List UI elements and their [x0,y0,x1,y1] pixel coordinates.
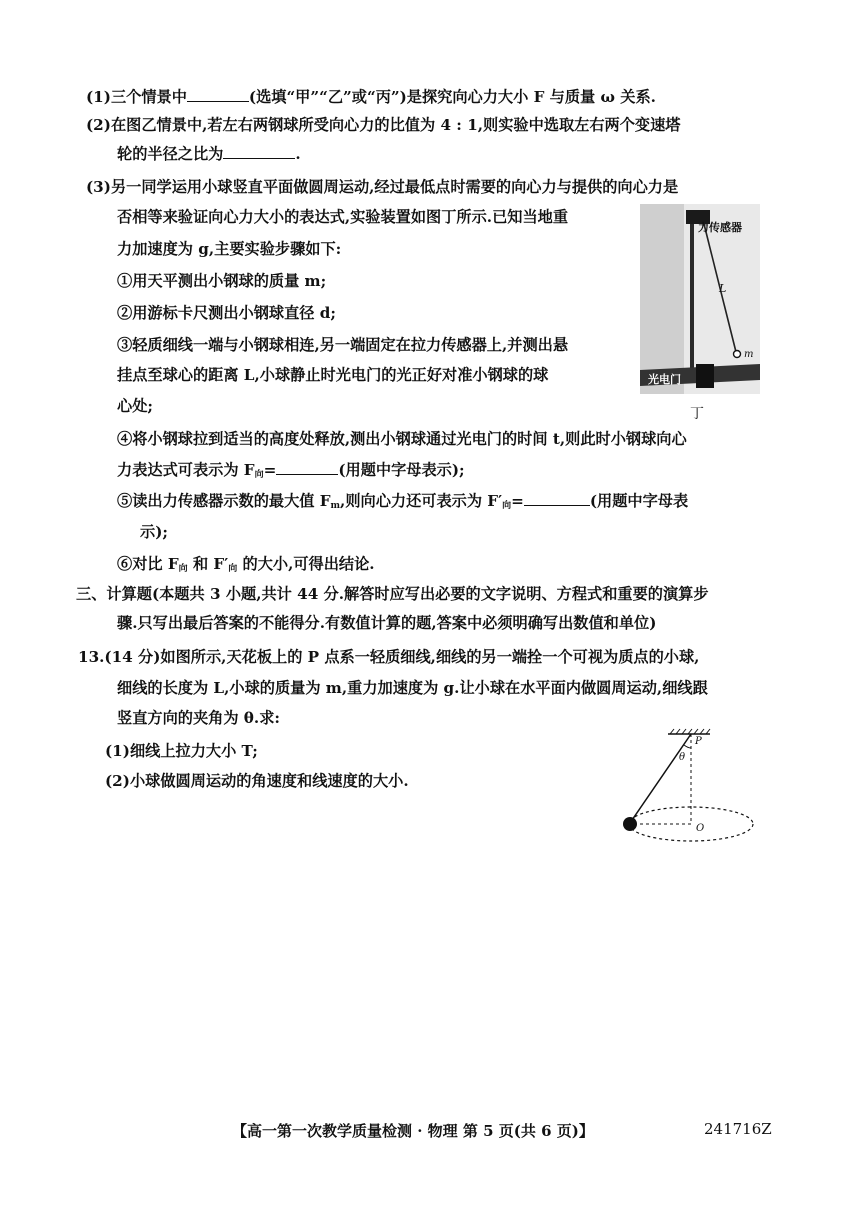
step-6 [117,553,375,580]
question-13-part-2: (2)小球做圆周运动的角速度和线速度的大小. [105,772,409,790]
question-2-end: . [295,145,301,163]
step-5-hint: (用题中字母表 [589,492,689,510]
steel-ball [734,351,741,358]
page-footer-title: 【高一第一次教学质量检测 · 物理 第 5 页(共 6 页)】 [232,1122,594,1140]
subscript-xiang: 向 [228,564,238,574]
step-5-line-a [117,490,688,517]
step-6-text-3: 的大小,可得出结论. [237,555,375,573]
question-13-part-1: (1)细线上拉力大小 T; [105,742,258,760]
figure-conical-pendulum [612,728,782,850]
answer-blank-3 [276,460,338,475]
subscript-xiang: 向 [178,564,188,574]
length-label: L [719,282,727,295]
question-13-line-a: 13.(14 分)如图所示,天花板上的 P 点系一轻质细线,细线的另一端拴一个可视为质点的小球, [78,648,700,666]
question-2-line-a: (2)在图乙情景中,若左右两钢球所受向心力的比值为 4 : 1,则实验中选取左右两个变速塔 [86,116,681,134]
step-5-text-2: ,则向心力还可表示为 F′ [340,492,503,510]
step-4-line-b [117,459,465,486]
mass-label: m [744,349,754,360]
angle-arc [684,745,691,748]
figure-ding-apparatus [640,204,760,436]
question-2-line-b [117,143,301,165]
ball [623,817,637,831]
photogate-device [696,364,714,388]
step-3-line-b: 挂点至球心的距离 L,小球静止时光电门的光正好对准小钢球的球 [117,366,549,384]
step-2: ②用游标卡尺测出小钢球直径 d; [117,304,336,322]
question-3-line-a: (3)另一同学运用小球竖直平面做圆周运动,经过最低点时需要的向心力与提供的向心力是 [86,178,679,196]
question-3-line-b: 否相等来验证向心力大小的表达式,实验装置如图丁所示.已知当地重 [117,208,569,226]
step-4-line-a: ④将小钢球拉到适当的高度处释放,测出小钢球通过光电门的时间 t,则此时小钢球向心 [117,430,687,448]
question-13-line-b: 细线的长度为 L,小球的质量为 m,重力加速度为 g.让小球在水平面内做圆周运动,细线跟 [117,679,708,697]
step-4-hint: (用题中字母表示); [338,461,465,479]
answer-blank-1 [187,87,249,102]
step-6-text-2: 和 F′ [187,555,229,573]
question-13-line-c: 竖直方向的夹角为 θ.求: [117,709,280,727]
angle-theta-label: θ [679,752,686,763]
photogate-label: 光电门 [648,373,681,386]
step-3-line-c: 心处; [117,397,153,415]
subscript-xiang: 向 [254,470,264,480]
subscript-m: m [330,501,341,511]
point-p-label: P [695,736,702,747]
step-3-line-a: ③轻质细线一端与小钢球相连,另一端固定在拉力传感器上,并测出悬 [117,336,569,354]
step-4-text: 力表达式可表示为 F [117,461,255,479]
subscript-xiang: 向 [502,501,512,511]
photo-left-shade [640,204,684,394]
question-3-line-c: 力加速度为 g,主要实验步骤如下: [117,240,342,258]
step-1: ①用天平测出小钢球的质量 m; [117,272,327,290]
sensor-label: 力传感器 [698,221,742,234]
section-3-header-b: 骤.只写出最后答案的不能得分.有数值计算的题,答案中必须明确写出数值和单位) [117,614,657,632]
equals-sign: = [263,461,277,479]
step-5-line-b: 示); [140,523,168,541]
center-o-label: O [696,823,705,834]
answer-blank-2 [223,144,295,159]
answer-blank-4 [524,491,590,506]
support-rod [690,210,694,370]
page-footer-code: 241716Z [704,1120,772,1138]
question-1-line [86,86,656,108]
question-1-text-a: (1)三个情景中 [86,88,187,106]
question-1-text-b: (选填“甲”“乙”或“丙”)是探究向心力大小 F 与质量 ω 关系. [248,88,656,106]
equals-sign: = [511,492,524,510]
step-6-text: ⑥对比 F [117,555,179,573]
step-5-text: ⑤读出力传感器示数的最大值 F [117,492,331,510]
section-3-header-a: 三、计算题(本题共 3 小题,共计 44 分.解答时应写出必要的文字说明、方程式和重要的演算步 [76,585,709,603]
question-2-text-b: 轮的半径之比为 [117,145,224,163]
figure-caption: 丁 [690,406,704,422]
